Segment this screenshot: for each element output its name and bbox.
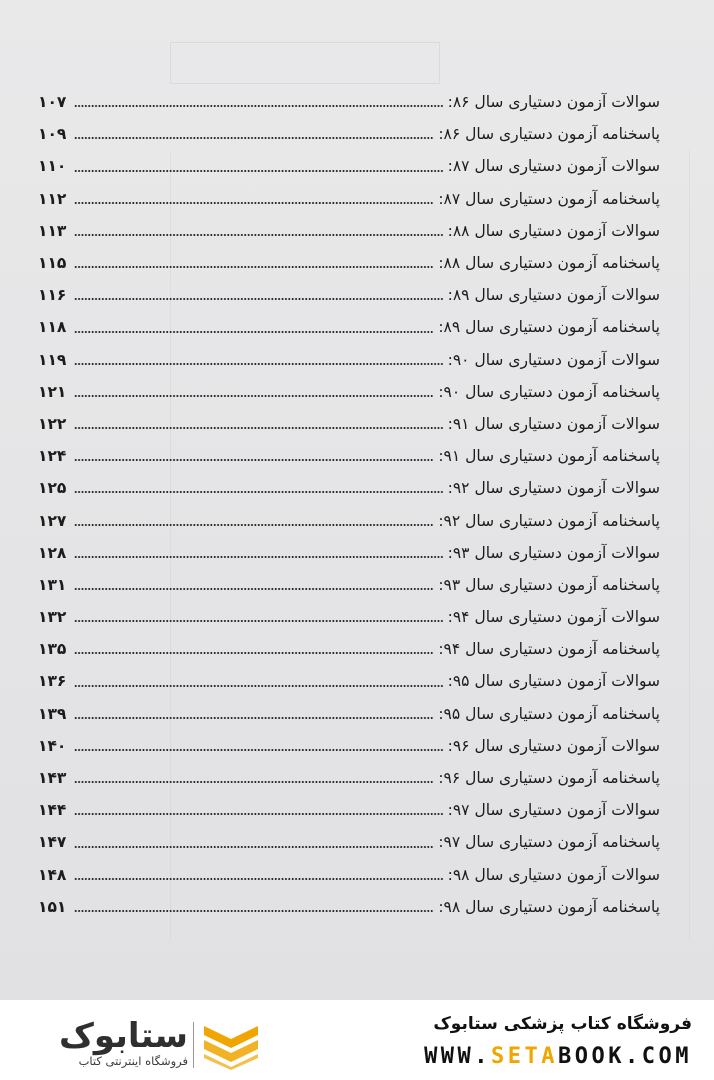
toc-row: [38, 408, 660, 440]
toc-entry-title: پاسخنامه آزمون دستیاری سال ۹۶:: [438, 769, 660, 788]
toc-entry-title: سوالات آزمون دستیاری سال ۹۲:: [447, 479, 660, 498]
toc-dot-leader: [74, 554, 444, 560]
toc-row: [38, 86, 660, 118]
toc-entry-title: پاسخنامه آزمون دستیاری سال ۸۹:: [438, 318, 660, 337]
toc-row: [38, 247, 660, 279]
logo-divider: [193, 1022, 194, 1068]
toc-entry-title: سوالات آزمون دستیاری سال ۹۴:: [447, 608, 660, 627]
toc-entry-title: پاسخنامه آزمون دستیاری سال ۹۰:: [438, 382, 660, 401]
toc-row: [38, 504, 660, 536]
toc-row: [38, 730, 660, 762]
layered-chevron-icon: [200, 1020, 262, 1070]
toc-entry-title: سوالات آزمون دستیاری سال ۸۸:: [447, 221, 660, 240]
toc-page-number: ۱۳۵: [38, 640, 67, 659]
toc-page-number: ۱۲۱: [38, 382, 67, 401]
toc-dot-leader: [74, 168, 444, 174]
toc-dot-leader: [74, 618, 444, 624]
toc-dot-leader: [74, 715, 434, 721]
toc-dot-leader: [74, 329, 434, 335]
toc-entry-title: سوالات آزمون دستیاری سال ۸۶:: [447, 93, 660, 112]
toc-entry-title: پاسخنامه آزمون دستیاری سال ۹۷:: [438, 833, 660, 852]
toc-dot-leader: [74, 811, 444, 817]
toc-dot-leader: [74, 908, 434, 914]
toc-page-number: ۱۵۱: [38, 897, 67, 916]
toc-entry-title: سوالات آزمون دستیاری سال ۹۱:: [447, 414, 660, 433]
toc-page-number: ۱۲۴: [38, 447, 67, 466]
toc-dot-leader: [74, 489, 444, 495]
store-name: فروشگاه کتاب پزشکی ستابوک: [433, 1014, 692, 1034]
toc-entry-title: پاسخنامه آزمون دستیاری سال ۹۳:: [438, 575, 660, 594]
toc-row: [38, 150, 660, 182]
toc-page-number: ۱۰۹: [38, 125, 67, 144]
toc-entry-title: پاسخنامه آزمون دستیاری سال ۹۲:: [438, 511, 660, 530]
toc-row: [38, 762, 660, 794]
toc-page-number: ۱۲۵: [38, 479, 67, 498]
toc-entry-title: سوالات آزمون دستیاری سال ۸۹:: [447, 286, 660, 305]
toc-dot-leader: [74, 200, 434, 206]
toc-dot-leader: [74, 779, 434, 785]
toc-row: [38, 698, 660, 730]
brand-tagline: فروشگاه اینترنتی کتاب: [78, 1054, 188, 1068]
toc-dot-leader: [74, 457, 434, 463]
toc-entry-title: سوالات آزمون دستیاری سال ۹۷:: [447, 801, 660, 820]
toc-row: [38, 118, 660, 150]
toc-dot-leader: [74, 296, 444, 302]
toc-dot-leader: [74, 393, 434, 399]
toc-entry-title: سوالات آزمون دستیاری سال ۹۳:: [447, 543, 660, 562]
toc-page-number: ۱۱۳: [38, 221, 67, 240]
toc-page-number: ۱۱۲: [38, 189, 67, 208]
toc-dot-leader: [74, 650, 434, 656]
toc-row: [38, 633, 660, 665]
toc-page-number: ۱۱۵: [38, 254, 67, 273]
toc-page-number: ۱۲۸: [38, 543, 67, 562]
toc-page-number: ۱۳۱: [38, 575, 67, 594]
toc-page-number: ۱۱۹: [38, 350, 67, 369]
toc-dot-leader: [74, 683, 444, 689]
toc-page-number: ۱۱۸: [38, 318, 67, 337]
toc-entry-title: سوالات آزمون دستیاری سال ۹۶:: [447, 736, 660, 755]
toc-row: [38, 891, 660, 923]
brand-logo-text: ستابوک: [59, 1016, 188, 1056]
store-url-suffix: BOOK.COM: [558, 1044, 692, 1069]
toc-row: [38, 215, 660, 247]
toc-row: [38, 826, 660, 858]
toc-page-number: ۱۴۸: [38, 865, 67, 884]
store-url-prefix: WWW.: [424, 1044, 492, 1069]
toc-row: [38, 183, 660, 215]
toc-page-number: ۱۴۰: [38, 736, 67, 755]
watermark-footer: [0, 1000, 714, 1080]
store-url-accent: SETA: [491, 1044, 559, 1069]
toc-entry-title: پاسخنامه آزمون دستیاری سال ۸۸:: [438, 254, 660, 273]
toc-page-number: ۱۳۹: [38, 704, 67, 723]
toc-dot-leader: [74, 747, 444, 753]
toc-row: [38, 311, 660, 343]
toc-row: [38, 569, 660, 601]
toc-entry-title: پاسخنامه آزمون دستیاری سال ۸۶:: [438, 125, 660, 144]
toc-entry-title: پاسخنامه آزمون دستیاری سال ۹۸:: [438, 897, 660, 916]
bleed-through-header-frame: [170, 42, 440, 84]
toc-page-number: ۱۱۰: [38, 157, 67, 176]
toc-row: [38, 344, 660, 376]
toc-row: [38, 440, 660, 472]
toc-row: [38, 601, 660, 633]
toc-dot-leader: [74, 135, 434, 141]
toc-row: [38, 537, 660, 569]
toc-dot-leader: [74, 425, 444, 431]
table-of-contents: [38, 86, 660, 923]
toc-entry-title: سوالات آزمون دستیاری سال ۹۰:: [447, 350, 660, 369]
toc-page-number: ۱۳۲: [38, 608, 67, 627]
toc-row: [38, 859, 660, 891]
toc-dot-leader: [74, 232, 444, 238]
toc-page-number: ۱۴۴: [38, 801, 67, 820]
toc-entry-title: پاسخنامه آزمون دستیاری سال ۸۷:: [438, 189, 660, 208]
toc-row: [38, 665, 660, 697]
toc-dot-leader: [74, 522, 434, 528]
toc-dot-leader: [74, 844, 434, 850]
toc-dot-leader: [74, 361, 444, 367]
toc-page-number: ۱۲۷: [38, 511, 67, 530]
toc-page-number: ۱۱۶: [38, 286, 67, 305]
toc-page-number: ۱۴۳: [38, 769, 67, 788]
toc-entry-title: پاسخنامه آزمون دستیاری سال ۹۴:: [438, 640, 660, 659]
toc-row: [38, 472, 660, 504]
toc-dot-leader: [74, 264, 434, 270]
toc-entry-title: سوالات آزمون دستیاری سال ۹۵:: [447, 672, 660, 691]
toc-row: [38, 794, 660, 826]
toc-page-number: ۱۰۷: [38, 93, 67, 112]
toc-row: [38, 279, 660, 311]
toc-dot-leader: [74, 876, 444, 882]
toc-page-number: ۱۳۶: [38, 672, 67, 691]
toc-page-number: ۱۲۲: [38, 414, 67, 433]
toc-dot-leader: [74, 103, 444, 109]
toc-entry-title: سوالات آزمون دستیاری سال ۹۸:: [447, 865, 660, 884]
toc-entry-title: پاسخنامه آزمون دستیاری سال ۹۵:: [438, 704, 660, 723]
toc-page-number: ۱۴۷: [38, 833, 67, 852]
toc-row: [38, 376, 660, 408]
toc-entry-title: پاسخنامه آزمون دستیاری سال ۹۱:: [438, 447, 660, 466]
store-url: [424, 1044, 692, 1069]
toc-dot-leader: [74, 586, 434, 592]
toc-entry-title: سوالات آزمون دستیاری سال ۸۷:: [447, 157, 660, 176]
